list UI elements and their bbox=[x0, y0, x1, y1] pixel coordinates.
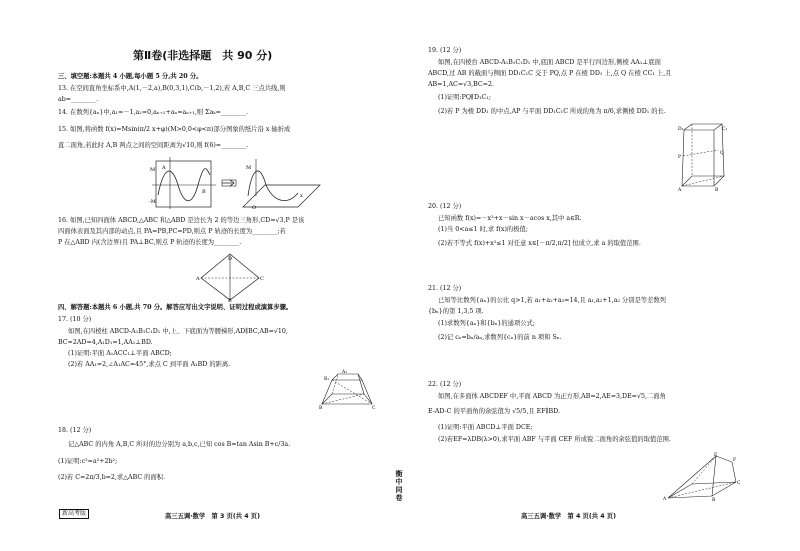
svg-text:O: O bbox=[252, 205, 257, 211]
q19-line5: (2)若 P 为棱 DD₁ 的中点,AP 与平面 DD₁C₁C 所成的角为 π/6,求侧棱 DD₁ 的长. bbox=[438, 108, 666, 115]
q22-line3: (1)证明:平面 ABCD⊥平面 DCE; bbox=[438, 424, 533, 431]
svg-text:P: P bbox=[678, 155, 682, 160]
q21-head: 21. (12 分) bbox=[428, 285, 462, 292]
q19-line2: ABCD,过 AB 的截面与侧面 DD₁C₁C 交于 PQ,点 P 在棱 DD₁ 上,点 Q 在棱 CC₁ 上,且 bbox=[428, 70, 672, 77]
q21-line3: (1)求数列{aₙ}和{bₙ}的通项公式; bbox=[438, 320, 535, 327]
q16-line3: P 在△ABD 内(含边界)且 PA⊥BC,则点 P 轨迹的长度为________. bbox=[58, 239, 242, 246]
svg-text:B: B bbox=[319, 406, 323, 411]
right-footer: 高三五调·数学 第 4 页(共 4 页) bbox=[521, 513, 616, 520]
svg-text:D₁: D₁ bbox=[678, 127, 684, 132]
svg-text:C: C bbox=[260, 276, 264, 282]
svg-text:C₁: C₁ bbox=[722, 127, 728, 132]
svg-text:M: M bbox=[246, 165, 252, 171]
q18-head: 18. (12 分) bbox=[58, 427, 92, 434]
q17-line4: (2)若 AA₁=2,∠A₁AC=45°,求点 C 到平面 A₁BD 的距离. bbox=[68, 361, 231, 368]
svg-text:B₁: B₁ bbox=[324, 377, 330, 382]
q18-line3: (2)若 C=2π/3,b=2,求△ABC 的面积. bbox=[58, 474, 166, 481]
q15-line1: 15. 如图,将函数 f(x)=Msin(π/2 x+φ)(M>0,0<φ<π)部分图象的纸片沿 x 轴折成 bbox=[58, 126, 291, 133]
edition-badge: 新高考版 bbox=[59, 509, 89, 519]
svg-text:A: A bbox=[162, 165, 166, 171]
q21-line2: {bₙ}的第 1,3,5 项. bbox=[428, 308, 484, 315]
svg-text:A: A bbox=[663, 497, 667, 502]
q13-line2: ab=________. bbox=[58, 96, 99, 103]
q19-line1: 如图,在四棱台 ABCD-A₁B₁C₁D₁ 中,底面 ABCD 是平行四边形,侧棱 AA₁⊥底面 bbox=[438, 59, 661, 66]
watermark-stamp: 衡中同卷 bbox=[395, 470, 403, 502]
q20-line2: (1)当 0<a≤1 时,求 f(x)的极值; bbox=[438, 226, 528, 233]
q21-line1: 已知等比数列{aₙ}的公比 q>1,若 a₁+a₂+a₃=14,且 a₁,a₂+1,a₃ 分别是等差数列 bbox=[438, 297, 666, 304]
svg-text:D: D bbox=[228, 256, 233, 262]
right-page bbox=[395, 0, 800, 551]
section-4-heading: 四、解答题:本题共 6 小题,共 70 分。解答应写出文字说明、证明过程或演算步骤。 bbox=[58, 304, 293, 311]
page-title: 第Ⅱ卷(非选择题 共 90 分) bbox=[133, 49, 273, 62]
svg-text:C: C bbox=[737, 481, 741, 486]
q20-line3: (2)若不等式 f(x)+x²≤1 对任意 x∈[－π/2,π/2] 恒成立,求 a 的取值范围. bbox=[438, 240, 641, 247]
svg-text:A₁: A₁ bbox=[342, 370, 348, 375]
svg-text:-M: -M bbox=[149, 199, 156, 205]
left-footer: 高三五调·数学 第 3 页(共 4 页) bbox=[165, 513, 260, 520]
q17-prism-figure bbox=[318, 368, 378, 410]
svg-text:A: A bbox=[678, 188, 682, 193]
q17-line3: (1)证明:平面 A₁ACC₁⊥平面 ABCD; bbox=[68, 350, 172, 357]
q20-line1: 已知函数 f(x)=－x²+x－sin x－acos x,其中 a∈R. bbox=[438, 215, 582, 222]
q22-line1: 如图,在多面体 ABCDEF 中,平面 ABCD 为正方形,AB=2,AE=3,DE=√5,二面角 bbox=[438, 393, 666, 400]
svg-text:B: B bbox=[202, 189, 206, 195]
q17-line1: 如图,在四棱柱 ABCD-A₁B₁C₁D₁ 中,上、下底面为等腰梯形,AD∥BC,AB=√10, bbox=[68, 328, 288, 335]
svg-text:M: M bbox=[150, 167, 156, 173]
svg-text:E: E bbox=[714, 453, 718, 458]
q21-line4: (2)记 cₙ=bₙ/aₙ,求数列{cₙ}的前 n 项和 Sₙ. bbox=[438, 334, 562, 341]
svg-text:x: x bbox=[300, 193, 303, 199]
svg-text:Q: Q bbox=[720, 151, 724, 156]
q15-figure bbox=[148, 155, 328, 213]
q17-line2: BC=2AD=4,A₁D₁=1,AA₁⊥BD. bbox=[58, 339, 153, 346]
q22-line2: E-AD-C 的平面角的余弦值为 √5/5,且 EF∥BD. bbox=[428, 408, 560, 415]
q16-line1: 16. 如图,已知四面体 ABCD,△ABC 和△ABD 是边长为 2 的等边三角形,CD=√3,P 是该 bbox=[58, 217, 305, 224]
section-3-heading: 三、填空题:本题共 4 小题,每小题 5 分,共 20 分。 bbox=[58, 73, 203, 80]
svg-text:B: B bbox=[712, 498, 716, 503]
svg-text:B: B bbox=[715, 188, 719, 193]
q15-line2: 直二面角,若此时 A,B 两点之间的空间距离为√10,则 f(6)=________. bbox=[58, 142, 249, 149]
svg-text:A: A bbox=[196, 276, 200, 282]
q22-polyhedron-figure bbox=[662, 452, 742, 502]
svg-text:F: F bbox=[733, 458, 737, 463]
q18-line1: 记△ABC 的内角 A,B,C 所对的边分别为 a,b,c,已知 cos B=tan Asin B+c/3a. bbox=[68, 441, 291, 448]
q14-line1: 14. 在数列{aₙ}中,a₁=－1,a₂=0,aₙ₊₂+aₙ=aₙ₊₁,则 Σaₖ=________. bbox=[58, 109, 249, 116]
q17-head: 17. (10 分) bbox=[58, 316, 92, 323]
q16-tetrahedron-figure bbox=[195, 252, 265, 302]
q19-head: 19. (12 分) bbox=[428, 47, 462, 54]
q16-line2: 四面体表面及其内部的动点,且 PA=PB,PC=PD,则点 P 轨迹的长度为________;若 bbox=[58, 228, 286, 235]
q19-line4: (1)证明:PQ∥D₁C₁; bbox=[438, 94, 491, 101]
q19-frustum-figure bbox=[678, 122, 728, 192]
svg-text:C: C bbox=[372, 406, 376, 411]
q19-line3: AB=1,AC=√3,BC=2. bbox=[428, 81, 494, 88]
svg-text:B: B bbox=[228, 298, 232, 304]
q20-head: 20. (12 分) bbox=[428, 203, 462, 210]
q13-line1: 13. 在空间直角坐标系中,A(1,－2,a),B(0,3,1),C(b,－1,2),若 A,B,C 三点共线,则 bbox=[58, 85, 286, 92]
q22-head: 22. (12 分) bbox=[428, 381, 462, 388]
q18-line2: (1)证明:c²=a²+2b²; bbox=[58, 458, 118, 465]
q22-line4: (2)若EF=λDB(λ>0),求平面 ABF 与平面 CEF 所成锐二面角的余弦值的取值范围. bbox=[438, 436, 671, 443]
